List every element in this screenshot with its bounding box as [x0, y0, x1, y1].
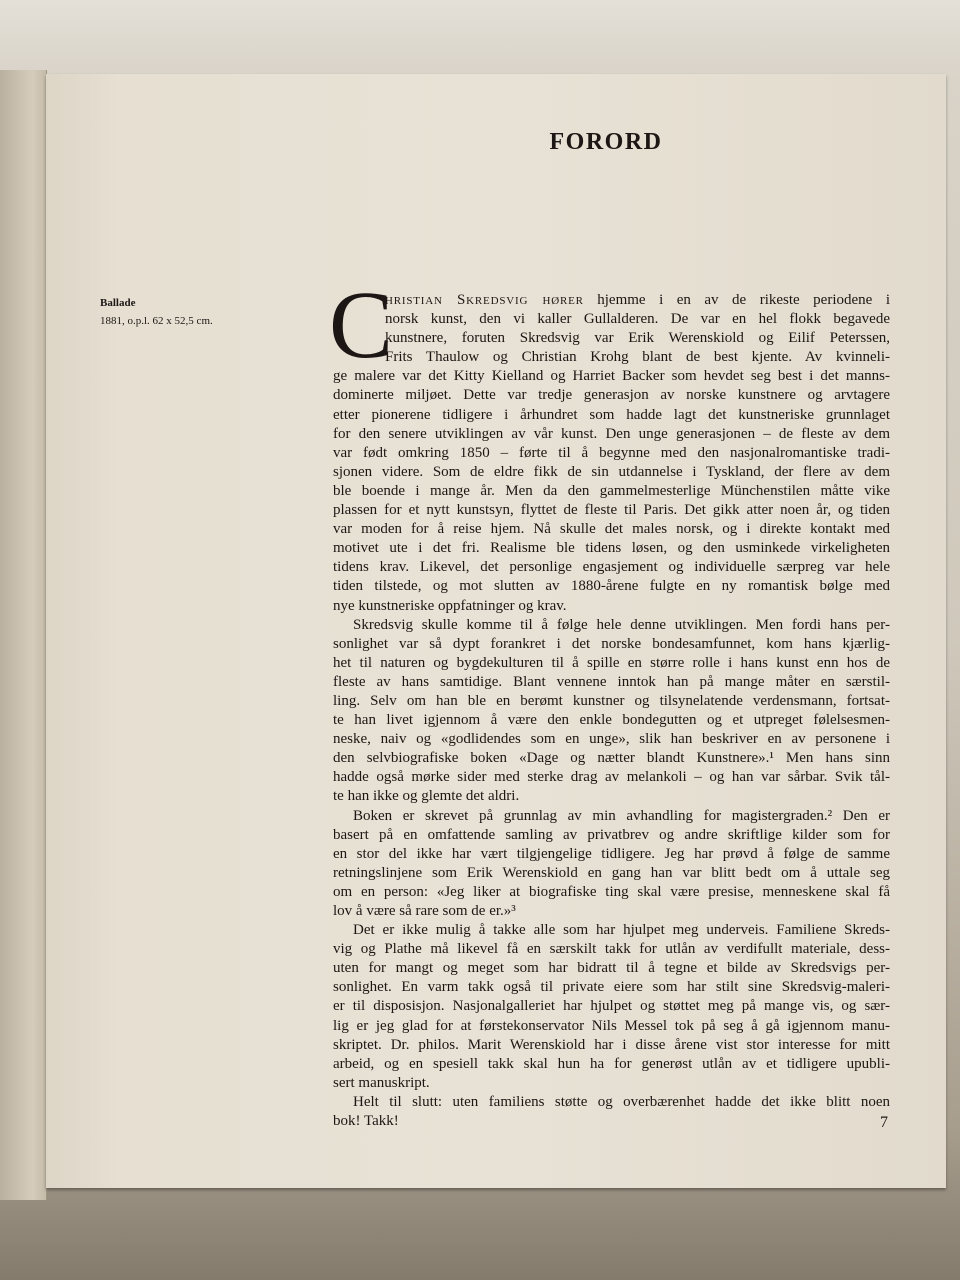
text-line: dominerte miljøet. Dette var tredje generasjon av norske kunstnere og arvtagere [333, 387, 890, 404]
caption-details: 1881, o.p.l. 62 x 52,5 cm. [100, 315, 213, 327]
book-page [46, 74, 946, 1188]
paragraph [333, 1093, 890, 1131]
text-line: sjonen videre. Som de eldre fikk de sin utdannelse i Tyskland, der flere av dem [333, 463, 890, 480]
text-line: tidens krav. Likevel, det personlige engasjement og individuelle særpreg var hele [333, 559, 890, 576]
text-line: het til naturen og bygdekulturen til å spille en større rolle i hans kunst enn hos de [333, 654, 890, 671]
text-line: neske, naiv og «godlidendes som en unge», slik han beskriver en av personene i [333, 731, 890, 748]
text-line: uten for mangt og meget som har bidratt til å tegne et bilde av Skredsvigs per- [333, 960, 890, 977]
text-line: ge malere var det Kitty Kielland og Harriet Backer som hevdet seg best i det manns- [333, 368, 890, 385]
text-line: hadde også mørke sider med sterke drag av melankoli – og han var sårbar. Svik tål- [333, 769, 890, 786]
text-line: var moden for å reise hjem. Nå skulle det males norsk, og i direkte kontakt med [333, 521, 890, 538]
text-line: lig er jeg glad for at førstekonservator Nils Messel tok på seg å gå igjennom manu- [333, 1017, 890, 1034]
text-line: etter pionerene tidligere i århundret som hadde lagt det kunstneriske grunnlaget [333, 406, 890, 423]
text-line: motivet ute i det fri. Realisme ble tidens løsen, og den usminkede virkeligheten [333, 540, 890, 557]
text-line: te han ikke og glemte det aldri. [333, 788, 520, 805]
text-line: kunstnere, foruten Skredsvig var Erik Werenskiold og Eilif Peterssen, [385, 330, 890, 347]
text-line: tiden tilstede, og mot slutten av 1880-årene fulgte en ny romantisk bølge med [333, 578, 890, 595]
text-line: Skredsvig skulle komme til å følge hele denne utviklingen. Men fordi hans per- [353, 616, 890, 633]
caption-title: Ballade [100, 297, 136, 309]
text-line: sonlighet var så dypt forankret i det norske bondesamfunnet, kom hans kjærlig- [333, 635, 890, 652]
text-line: bok! Takk! [333, 1113, 399, 1130]
text-line: plassen for et nytt kunstsyn, flyttet de fleste til Paris. Det gikk atter noen år, og tiden [333, 502, 890, 519]
text-line: nye kunstneriske oppfatninger og krav. [333, 597, 567, 614]
text-line: Det er ikke mulig å takke alle som har hjulpet meg underveis. Familiene Skreds- [353, 922, 890, 939]
text-line: om en person: «Jeg liker at biografiske ting skal være presise, menneskene skal få [333, 883, 890, 900]
paragraph [333, 616, 890, 807]
text-line: en stor del ikke har vært tilgjengelige tidligere. Jeg har prøvd å følge de samme [333, 845, 890, 862]
text-line: for den senere utviklingen av vår kunst. Den unge generasjonen – de fleste av dem [333, 425, 890, 442]
text-line: var født omkring 1850 – førte til å begynne med den nasjonalromantiske tradi- [333, 444, 890, 461]
text-line: sert manuskript. [333, 1074, 430, 1091]
text-line: er til disposisjon. Nasjonalgalleriet har hjulpet og støttet meg på mange vis, og sær- [333, 998, 890, 1015]
page-title: FORORD [549, 129, 663, 155]
text-line: lov å være så rare som de er.»³ [333, 903, 516, 919]
text-line [333, 291, 890, 310]
drop-cap: C [329, 271, 394, 378]
text-line: skriptet. Dr. philos. Marit Werenskiold har i disse årene vist stor interesse for mitt [333, 1036, 890, 1053]
paragraph [333, 807, 890, 922]
opening-line-text: hjemme i en av de rikeste periodene i [583, 292, 890, 308]
text-line: ble boende i mange år. Men da den gammelmesterlige Münchenstilen måtte vike [333, 482, 890, 499]
text-line: arbeid, og en spesiell takk skal hun ha for generøst utlån av et tidligere upubli- [333, 1055, 890, 1072]
text-line: vig og Plathe må likevel få en særskilt takk for utlån av verdifullt materiale, dess- [333, 941, 890, 958]
body-text [329, 271, 890, 1131]
page-number: 7 [880, 1114, 888, 1131]
opening-small-caps: hristian Skredsvig hører [385, 292, 584, 308]
text-line: fleste av hans samtidige. Blant vennene inntok han på mange måter en særstil- [333, 673, 890, 690]
text-line: Frits Thaulow og Christian Krohg blant de best kjente. Av kvinneli- [385, 349, 890, 366]
text-line: den selvbiografiske boken «Dage og nætter blandt Kunstnere».¹ Men hans sinn [333, 750, 890, 767]
paragraph [333, 291, 890, 616]
text-line: ling. Selv om han ble en berømt kunstner og tilsynelatende verdensmann, fortsat- [333, 692, 890, 709]
text-line: sonlighet. En varm takk også til private eiere som har stilt sine Skredsvig-maleri- [333, 979, 890, 996]
text-line: Helt til slutt: uten familiens støtte og overbærenhet hadde det ikke blitt noen [353, 1093, 890, 1110]
text-line: Boken er skrevet på grunnlag av min avhandling for magistergraden.² Den er [353, 807, 890, 824]
text-line: basert på en omfattende samling av privatbrev og andre skriftlige kilder som for [333, 826, 890, 843]
text-line: te han livet igjennom å være den enkle bondegutten og et utpreget følelsesmen- [333, 712, 890, 729]
text-line: retningslinjene som Erik Werenskiold en gang han var blitt bedt om å uttale seg [333, 864, 890, 881]
facing-page-edge [0, 70, 47, 1200]
text-line: norsk kunst, den vi kaller Gullalderen. De var en hel flokk begavede [385, 311, 890, 328]
paragraph [333, 921, 890, 1093]
